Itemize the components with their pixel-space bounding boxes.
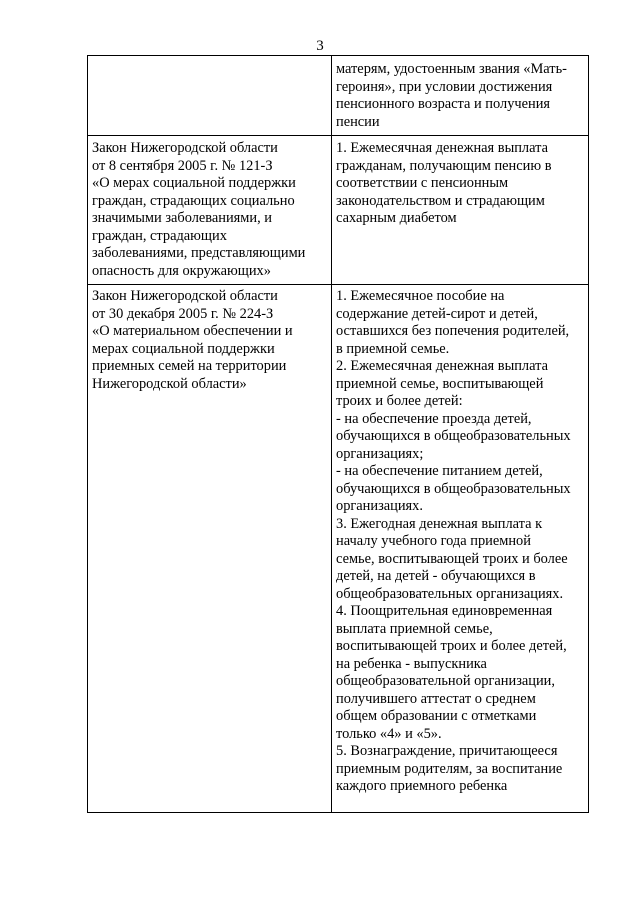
text-line: выплата приемной семье, [336, 620, 493, 637]
table-row [88, 56, 589, 136]
text-line: 3. Ежегодная денежная выплата к [336, 515, 543, 532]
text-line: семье, воспитывающей троих и более [336, 550, 568, 567]
law-cell [88, 285, 332, 813]
text-line: на ребенка - выпускника [336, 655, 487, 672]
law-cell [88, 136, 332, 285]
table-row [88, 136, 589, 285]
text-line: 1. Ежемесячное пособие на [336, 288, 505, 304]
text-line: Нижегородской области» [92, 375, 247, 392]
text-line: пенсии [336, 113, 380, 130]
law-cell [88, 56, 332, 136]
text-line: пенсионного возраста и получения [336, 96, 551, 112]
text-line: только «4» и «5». [336, 725, 442, 742]
text-line: организациях; [336, 445, 424, 462]
text-line: оставшихся без попечения родителей, [336, 323, 570, 339]
text-line: 5. Вознаграждение, причитающееся [336, 743, 558, 759]
text-line: законодательством и страдающим [336, 192, 545, 209]
text-line: в приемной семье. [336, 340, 450, 357]
text-line: приемным родителям, за воспитание [336, 760, 563, 777]
text-line: от 30 декабря 2005 г. № 224-З [92, 305, 274, 322]
text-line: матерям, удостоенным звания «Мать- [336, 61, 567, 77]
text-line: приемной семье, воспитывающей [336, 375, 544, 392]
text-line: воспитывающей троих и более детей, [336, 638, 567, 654]
text-line: сахарным диабетом [336, 210, 457, 226]
text-line: 4. Поощрительная единовременная [336, 603, 553, 619]
text-line: приемных семей на территории [92, 358, 287, 374]
legislation-table [87, 55, 589, 813]
page-number: 3 [316, 38, 324, 54]
table-row [88, 285, 589, 813]
text-line: троих и более детей: [336, 393, 463, 409]
text-line: соответствии с пенсионным [336, 175, 509, 191]
text-line: от 8 сентября 2005 г. № 121-З [92, 157, 273, 174]
text-line: «О мерах социальной поддержки [92, 175, 296, 191]
text-line: обучающихся в общеобразовательных [336, 428, 571, 444]
text-line: 2. Ежемесячная денежная выплата [336, 358, 548, 374]
text-line: 1. Ежемесячная денежная выплата [336, 140, 548, 156]
text-line: граждан, страдающих [92, 227, 227, 244]
measures-cell [332, 285, 589, 813]
text-line: - на обеспечение питанием детей, [336, 463, 543, 479]
text-line: общеобразовательной организации, [336, 673, 555, 689]
text-line: детей, на детей - обучающихся в [336, 568, 536, 584]
measures-cell [332, 136, 589, 285]
text-line: - на обеспечение проезда детей, [336, 410, 532, 427]
text-line: опасность для окружающих» [92, 262, 271, 279]
text-line: общеобразовательных организациях. [336, 585, 564, 602]
text-line: заболеваниями, представляющими [92, 245, 306, 261]
text-line: содержание детей-сирот и детей, [336, 305, 538, 322]
text-line: Закон Нижегородской области [92, 140, 278, 156]
text-line: организациях. [336, 498, 423, 514]
text-line: героиня», при условии достижения [336, 78, 553, 95]
text-line: обучающихся в общеобразовательных [336, 480, 571, 497]
measures-cell [332, 56, 589, 136]
text-line: мерах социальной поддержки [92, 340, 275, 357]
text-line: граждан, страдающих социально [92, 192, 295, 209]
text-line: началу учебного года приемной [336, 533, 531, 549]
text-line: общем образовании с отметками [336, 708, 537, 724]
text-line: каждого приемного ребенка [336, 778, 508, 794]
text-line: гражданам, получающим пенсию в [336, 157, 552, 174]
text-line: значимыми заболеваниями, и [92, 210, 273, 226]
text-line: Закон Нижегородской области [92, 288, 278, 304]
text-line: получившего аттестат о среднем [336, 690, 536, 707]
text-line: «О материальном обеспечении и [92, 323, 293, 339]
